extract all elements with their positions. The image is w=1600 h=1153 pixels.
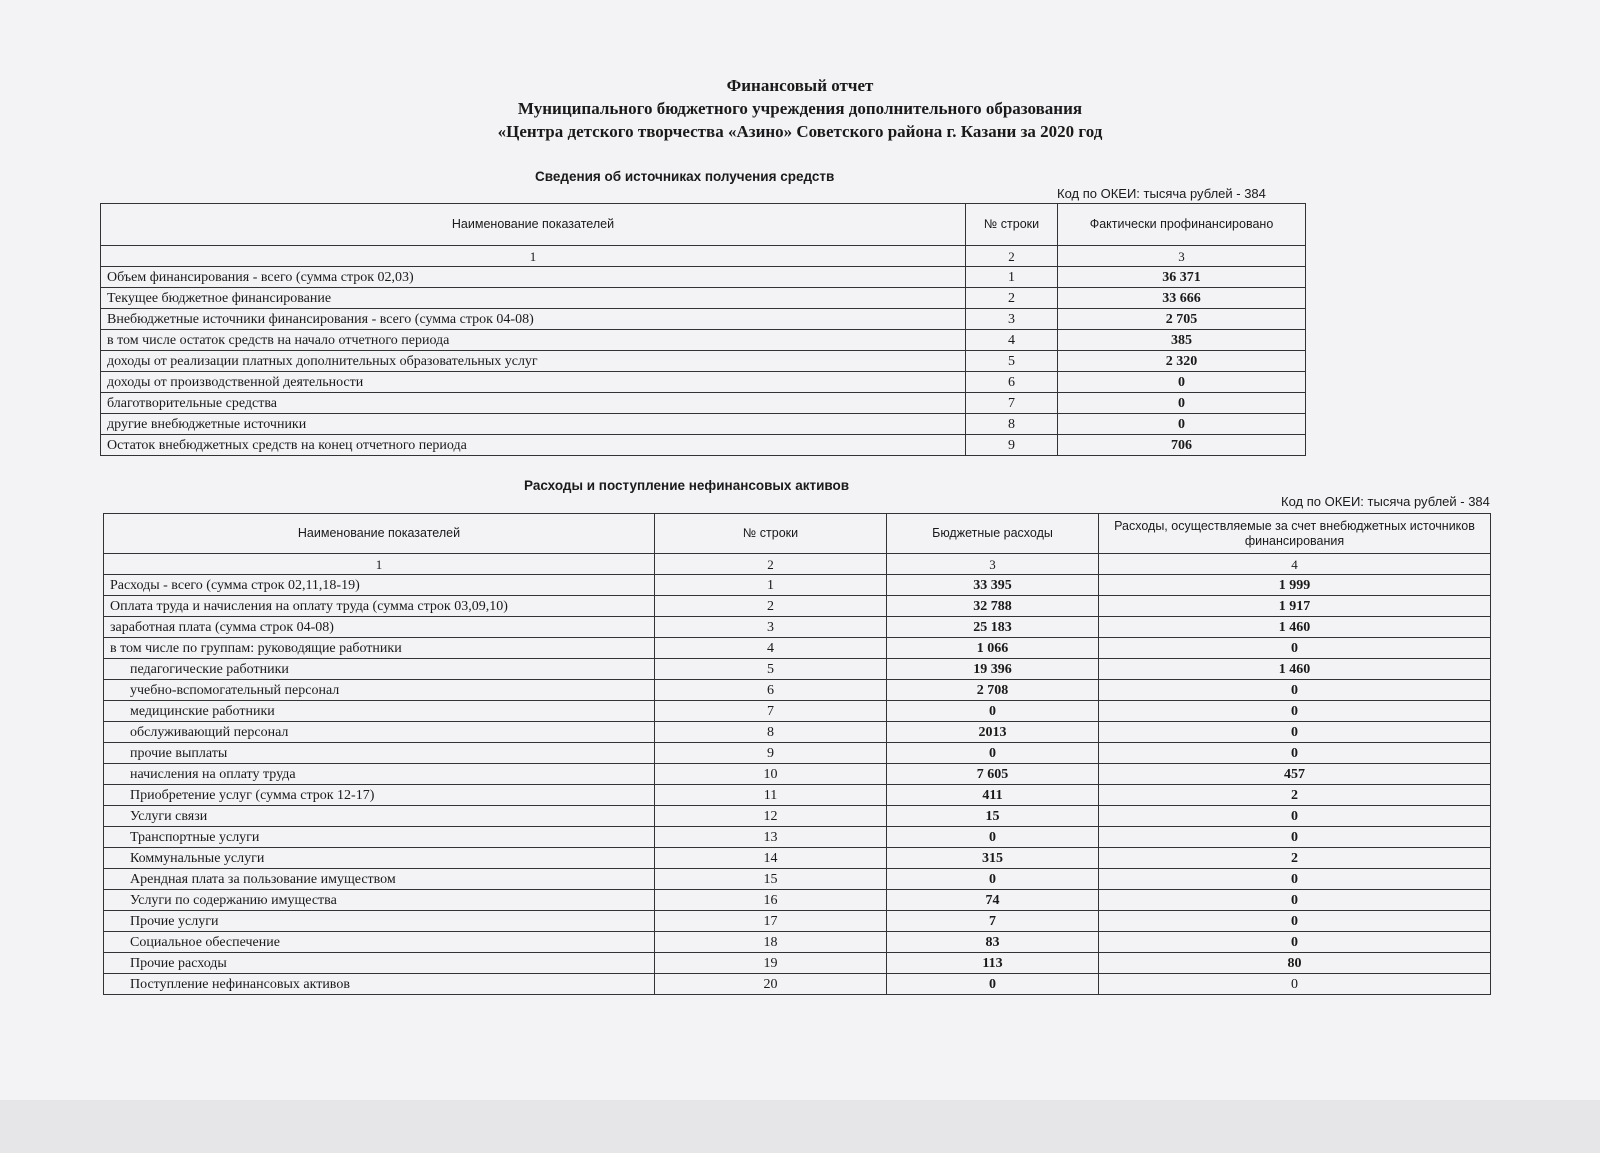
row-number: 11 [655,785,887,806]
column-header: Фактически профинансировано [1058,204,1306,246]
extrabudget-expense: 0 [1099,974,1491,995]
table-row [104,638,1491,659]
extrabudget-expense: 0 [1099,827,1491,848]
row-name: Услуги связи [104,806,655,827]
row-name: другие внебюджетные источники [101,414,966,435]
row-number: 20 [655,974,887,995]
extrabudget-expense: 0 [1099,722,1491,743]
extrabudget-expense: 0 [1099,701,1491,722]
report-subtitle-center: «Центра детского творчества «Азино» Советского района г. Казани за 2020 год [497,122,1103,141]
row-number: 5 [655,659,887,680]
table-row [104,911,1491,932]
row-name: Коммунальные услуги [104,848,655,869]
budget-expense: 15 [887,806,1099,827]
financed-value: 0 [1058,393,1306,414]
row-number: 7 [655,701,887,722]
table-row [104,617,1491,638]
table-row [104,596,1491,617]
table-row [104,722,1491,743]
extrabudget-expense: 0 [1099,743,1491,764]
row-name: Поступление нефинансовых активов [104,974,655,995]
row-number: 4 [655,638,887,659]
row-name: начисления на оплату труда [104,764,655,785]
table-row [104,974,1491,995]
row-name: Социальное обеспечение [104,932,655,953]
extrabudget-expense: 1 999 [1099,575,1491,596]
report-title: Финансовый отчет [726,76,874,95]
budget-expense: 0 [887,827,1099,848]
row-number: 16 [655,890,887,911]
financed-value: 2 320 [1058,351,1306,372]
row-number: 12 [655,806,887,827]
budget-expense: 411 [887,785,1099,806]
budget-expense: 32 788 [887,596,1099,617]
column-header: № строки [966,204,1058,246]
row-number: 3 [655,617,887,638]
row-number: 9 [655,743,887,764]
budget-expense: 315 [887,848,1099,869]
table-row [104,932,1491,953]
column-header: Наименование показателей [101,204,966,246]
row-name: Оплата труда и начисления на оплату труда (сумма строк 03,09,10) [104,596,655,617]
column-index: 3 [1058,246,1306,267]
table-row [101,267,1306,288]
extrabudget-expense: 0 [1099,932,1491,953]
sources-section-title: Сведения об источниках получения средств [535,169,835,184]
sources-okei-code: Код по ОКЕИ: тысяча рублей - 384 [1057,186,1266,201]
column-header: Расходы, осуществляемые за счет внебюджетных источников финансирования [1099,514,1491,554]
row-name: благотворительные средства [101,393,966,414]
row-name: Прочие расходы [104,953,655,974]
extrabudget-expense: 0 [1099,806,1491,827]
extrabudget-expense: 2 [1099,785,1491,806]
table-row [101,435,1306,456]
table-row [101,351,1306,372]
row-number: 8 [966,414,1058,435]
row-name: Расходы - всего (сумма строк 02,11,18-19) [104,575,655,596]
extrabudget-expense: 1 460 [1099,617,1491,638]
expenses-okei-code: Код по ОКЕИ: тысяча рублей - 384 [1281,494,1490,509]
table-row [101,330,1306,351]
row-name: в том числе остаток средств на начало отчетного периода [101,330,966,351]
row-number: 9 [966,435,1058,456]
budget-expense: 7 [887,911,1099,932]
column-index: 1 [104,554,655,575]
table-row [101,288,1306,309]
extrabudget-expense: 1 460 [1099,659,1491,680]
table-row [104,575,1491,596]
row-name: обслуживающий персонал [104,722,655,743]
budget-expense: 19 396 [887,659,1099,680]
column-index: 2 [966,246,1058,267]
financed-value: 385 [1058,330,1306,351]
budget-expense: 0 [887,743,1099,764]
budget-expense: 2013 [887,722,1099,743]
row-name: Транспортные услуги [104,827,655,848]
row-number: 4 [966,330,1058,351]
sources-table [100,203,1306,456]
column-index: 2 [655,554,887,575]
budget-expense: 0 [887,974,1099,995]
row-number: 15 [655,869,887,890]
row-name: прочие выплаты [104,743,655,764]
extrabudget-expense: 1 917 [1099,596,1491,617]
extrabudget-expense: 0 [1099,911,1491,932]
financed-value: 0 [1058,372,1306,393]
budget-expense: 1 066 [887,638,1099,659]
extrabudget-expense: 80 [1099,953,1491,974]
column-index: 4 [1099,554,1491,575]
table-row [101,393,1306,414]
budget-expense: 2 708 [887,680,1099,701]
column-header: № строки [655,514,887,554]
table-row [104,764,1491,785]
row-name: Внебюджетные источники финансирования - всего (сумма строк 04-08) [101,309,966,330]
column-index: 1 [101,246,966,267]
budget-expense: 0 [887,701,1099,722]
row-name: учебно-вспомогательный персонал [104,680,655,701]
row-name: Прочие услуги [104,911,655,932]
table-row [104,680,1491,701]
row-name: Услуги по содержанию имущества [104,890,655,911]
row-number: 19 [655,953,887,974]
table-row [101,414,1306,435]
row-number: 5 [966,351,1058,372]
table-row [104,827,1491,848]
budget-expense: 0 [887,869,1099,890]
table-row [104,743,1491,764]
row-number: 10 [655,764,887,785]
row-name: Приобретение услуг (сумма строк 12-17) [104,785,655,806]
table-row [104,848,1491,869]
table-row [101,372,1306,393]
financed-value: 706 [1058,435,1306,456]
report-subtitle-institution: Муниципального бюджетного учреждения дополнительного образования [517,99,1083,118]
row-number: 3 [966,309,1058,330]
extrabudget-expense: 0 [1099,680,1491,701]
row-name: заработная плата (сумма строк 04-08) [104,617,655,638]
row-number: 13 [655,827,887,848]
row-number: 6 [966,372,1058,393]
row-name: Объем финансирования - всего (сумма строк 02,03) [101,267,966,288]
row-number: 1 [966,267,1058,288]
row-name: медицинские работники [104,701,655,722]
table-row [104,785,1491,806]
budget-expense: 113 [887,953,1099,974]
table-row [101,309,1306,330]
budget-expense: 7 605 [887,764,1099,785]
budget-expense: 83 [887,932,1099,953]
table-row [104,806,1491,827]
financed-value: 2 705 [1058,309,1306,330]
table-row [104,869,1491,890]
budget-expense: 25 183 [887,617,1099,638]
row-name: доходы от производственной деятельности [101,372,966,393]
financed-value: 0 [1058,414,1306,435]
extrabudget-expense: 0 [1099,869,1491,890]
column-header: Бюджетные расходы [887,514,1099,554]
row-name: в том числе по группам: руководящие работники [104,638,655,659]
scan-edge [0,1100,1600,1153]
table-row [104,953,1491,974]
expenses-section-title: Расходы и поступление нефинансовых активов [524,478,850,493]
row-number: 18 [655,932,887,953]
row-number: 6 [655,680,887,701]
extrabudget-expense: 457 [1099,764,1491,785]
row-number: 1 [655,575,887,596]
financed-value: 36 371 [1058,267,1306,288]
budget-expense: 33 395 [887,575,1099,596]
budget-expense: 74 [887,890,1099,911]
row-number: 7 [966,393,1058,414]
table-row [104,890,1491,911]
extrabudget-expense: 0 [1099,638,1491,659]
row-number: 17 [655,911,887,932]
row-name: доходы от реализации платных дополнительных образовательных услуг [101,351,966,372]
row-number: 8 [655,722,887,743]
financed-value: 33 666 [1058,288,1306,309]
column-index: 3 [887,554,1099,575]
extrabudget-expense: 2 [1099,848,1491,869]
row-name: педагогические работники [104,659,655,680]
row-number: 14 [655,848,887,869]
row-name: Остаток внебюджетных средств на конец отчетного периода [101,435,966,456]
expenses-table [103,513,1491,995]
row-name: Арендная плата за пользование имуществом [104,869,655,890]
table-row [104,659,1491,680]
table-row [104,701,1491,722]
column-header: Наименование показателей [104,514,655,554]
row-number: 2 [966,288,1058,309]
extrabudget-expense: 0 [1099,890,1491,911]
row-name: Текущее бюджетное финансирование [101,288,966,309]
row-number: 2 [655,596,887,617]
